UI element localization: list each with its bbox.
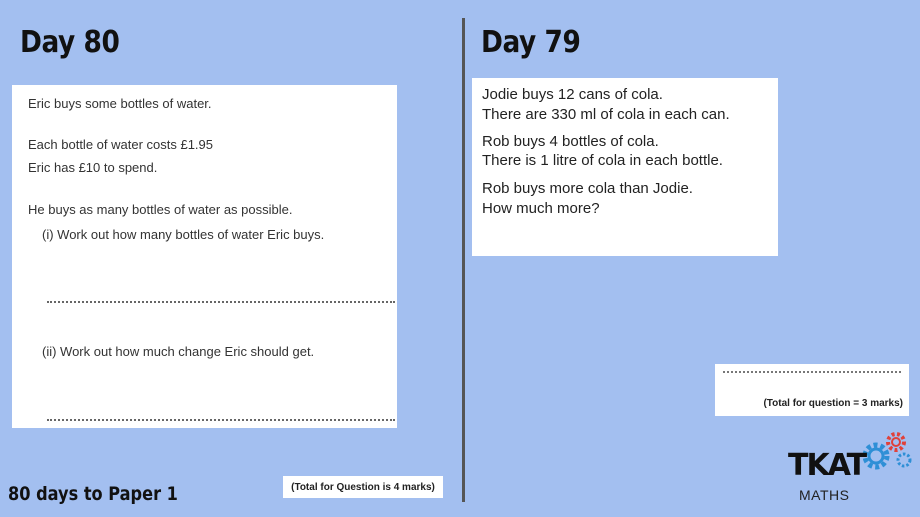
day-80-title: Day 80 (20, 25, 120, 60)
question-line: Jodie buys 12 cans of cola. (482, 86, 663, 103)
answer-line-part-i[interactable] (47, 301, 395, 303)
question-card-day-79 (472, 78, 778, 256)
question-line: Eric buys some bottles of water. (28, 96, 212, 111)
marks-box-day-79 (715, 364, 909, 416)
question-line: There is 1 litre of cola in each bottle. (482, 152, 723, 169)
question-line: Rob buys 4 bottles of cola. (482, 133, 659, 150)
marks-box-day-80: (Total for Question is 4 marks) (283, 476, 443, 498)
answer-line-part-ii[interactable] (47, 419, 395, 421)
question-line: Each bottle of water costs £1.95 (28, 137, 213, 152)
logo-subtitle: MATHS (799, 487, 850, 503)
logo-wordmark: TKAT (788, 448, 866, 483)
part-ii-prompt: (ii) Work out how much change Eric should get. (42, 344, 315, 359)
marks-label: (Total for question = 3 marks) (763, 398, 903, 409)
question-card-day-80 (12, 85, 397, 428)
question-line: Eric has £10 to spend. (28, 160, 158, 175)
question-line: Rob buys more cola than Jodie. (482, 180, 693, 197)
footer-caption: 80 days to Paper 1 (8, 483, 178, 505)
tkat-maths-logo (786, 430, 914, 506)
question-line: There are 330 ml of cola in each can. (482, 106, 730, 123)
answer-line[interactable] (723, 371, 901, 373)
question-line: He buys as many bottles of water as possible. (28, 202, 293, 217)
question-line: How much more? (482, 200, 600, 217)
day-79-title: Day 79 (481, 25, 581, 60)
part-i-prompt: (i) Work out how many bottles of water Eric buys. (42, 227, 325, 242)
center-divider (462, 18, 465, 502)
